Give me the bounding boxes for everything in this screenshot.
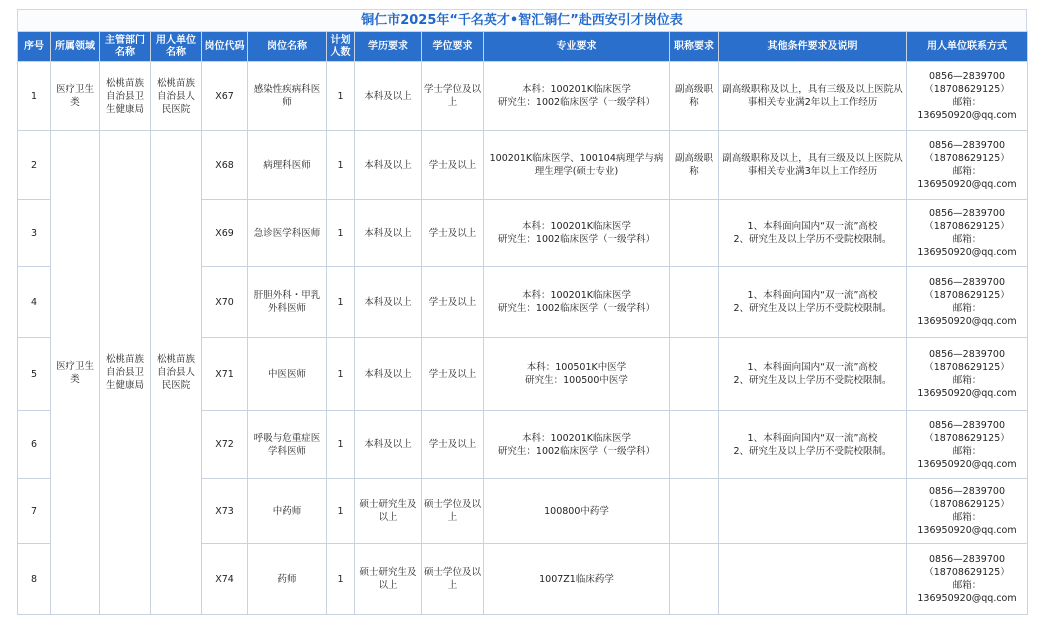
major-cell: 本科：100201K临床医学 研究生：1002临床医学（一级学科） [484,411,670,479]
title-req-cell [670,338,719,411]
note-cell: 副高级职称及以上，具有三级及以上医院从事相关专业满2年以上工作经历 [719,62,907,131]
post-name-cell: 呼吸与危重症医学科医师 [248,411,327,479]
post-code-cell: X73 [202,479,248,544]
post-code-cell: X71 [202,338,248,411]
title-req-cell [670,200,719,267]
contact-cell: 0856—2839700 （18708629125） 邮箱： 136950920@qq.com [907,544,1028,615]
note-cell: 1、本科面向国内“双一流”高校 2、研究生及以上学历不受院校限制。 [719,411,907,479]
table-row [18,131,1028,200]
unit-cell: 松桃苗族自治县人民医院 [151,131,202,615]
title-req-cell: 副高级职称 [670,131,719,200]
major-cell: 100800中药学 [484,479,670,544]
contact-cell: 0856—2839700 （18708629125） 邮箱： 136950920@qq.com [907,131,1028,200]
dept-cell: 松桃苗族自治县卫生健康局 [100,131,151,615]
plan-count-cell: 1 [327,479,355,544]
major-cell: 本科：100201K临床医学 研究生：1002临床医学（一级学科） [484,62,670,131]
field-cell: 医疗卫生类 [51,62,100,131]
plan-count-cell: 1 [327,131,355,200]
degree-cell: 学士学位及以上 [422,62,484,131]
education-cell: 本科及以上 [355,267,422,338]
degree-cell: 学士及以上 [422,338,484,411]
degree-cell: 学士及以上 [422,131,484,200]
post-code-cell: X68 [202,131,248,200]
row-number: 1 [18,62,51,131]
post-code-cell: X74 [202,544,248,615]
degree-cell: 硕士学位及以上 [422,544,484,615]
post-code-cell: X70 [202,267,248,338]
post-name-cell: 感染性疾病科医师 [248,62,327,131]
plan-count-cell: 1 [327,267,355,338]
degree-cell: 学士及以上 [422,200,484,267]
row-number: 8 [18,544,51,615]
contact-cell: 0856—2839700 （18708629125） 邮箱： 136950920@qq.com [907,267,1028,338]
post-name-cell: 病理科医师 [248,131,327,200]
degree-cell: 学士及以上 [422,267,484,338]
major-cell: 本科：100201K临床医学 研究生：1002临床医学（一级学科） [484,267,670,338]
education-cell: 本科及以上 [355,62,422,131]
table-row [18,62,1028,131]
note-cell: 1、本科面向国内“双一流”高校 2、研究生及以上学历不受院校限制。 [719,200,907,267]
note-cell: 1、本科面向国内“双一流”高校 2、研究生及以上学历不受院校限制。 [719,267,907,338]
row-number: 4 [18,267,51,338]
header-cell: 计划人数 [327,32,355,62]
education-cell: 硕士研究生及以上 [355,544,422,615]
row-number: 3 [18,200,51,267]
degree-cell: 硕士学位及以上 [422,479,484,544]
degree-cell: 学士及以上 [422,411,484,479]
plan-count-cell: 1 [327,338,355,411]
title-req-cell [670,411,719,479]
education-cell: 本科及以上 [355,338,422,411]
contact-cell: 0856—2839700 （18708629125） 邮箱： 136950920@qq.com [907,62,1028,131]
header-cell: 序号 [18,32,51,62]
post-code-cell: X69 [202,200,248,267]
row-number: 2 [18,131,51,200]
header-cell: 学位要求 [422,32,484,62]
post-name-cell: 中医医师 [248,338,327,411]
post-name-cell: 中药师 [248,479,327,544]
post-code-cell: X72 [202,411,248,479]
major-cell: 本科：100201K临床医学 研究生：1002临床医学（一级学科） [484,200,670,267]
unit-cell: 松桃苗族自治县人民医院 [151,62,202,131]
header-cell: 主管部门名称 [100,32,151,62]
note-cell: 1、本科面向国内“双一流”高校 2、研究生及以上学历不受院校限制。 [719,338,907,411]
post-code-cell: X67 [202,62,248,131]
major-cell: 100201K临床医学、100104病理学与病理生理学(硕士专业) [484,131,670,200]
post-name-cell: 急诊医学科医师 [248,200,327,267]
header-cell: 岗位名称 [248,32,327,62]
contact-cell: 0856—2839700 （18708629125） 邮箱： 136950920@qq.com [907,411,1028,479]
header-cell: 专业要求 [484,32,670,62]
post-name-cell: 药师 [248,544,327,615]
education-cell: 硕士研究生及以上 [355,479,422,544]
post-name-cell: 肝胆外科・甲乳外科医师 [248,267,327,338]
table-title: 铜仁市2025年“千名英才•智汇铜仁”赴西安引才岗位表 [17,9,1027,31]
education-cell: 本科及以上 [355,411,422,479]
contact-cell: 0856—2839700 （18708629125） 邮箱： 136950920@qq.com [907,479,1028,544]
note-cell [719,544,907,615]
plan-count-cell: 1 [327,544,355,615]
header-cell: 用人单位名称 [151,32,202,62]
title-req-cell: 副高级职称 [670,62,719,131]
header-cell: 其他条件要求及说明 [719,32,907,62]
row-number: 6 [18,411,51,479]
header-cell: 职称要求 [670,32,719,62]
title-req-cell [670,479,719,544]
major-cell: 本科：100501K中医学 研究生：100500中医学 [484,338,670,411]
contact-cell: 0856—2839700 （18708629125） 邮箱： 136950920@qq.com [907,338,1028,411]
row-number: 7 [18,479,51,544]
header-cell: 岗位代码 [202,32,248,62]
dept-cell: 松桃苗族自治县卫生健康局 [100,62,151,131]
header-cell: 所属领域 [51,32,100,62]
job-table [17,31,1028,615]
major-cell: 1007Z1临床药学 [484,544,670,615]
plan-count-cell: 1 [327,200,355,267]
education-cell: 本科及以上 [355,200,422,267]
header-row [18,32,1028,62]
note-cell: 副高级职称及以上，具有三级及以上医院从事相关专业满3年以上工作经历 [719,131,907,200]
contact-cell: 0856—2839700 （18708629125） 邮箱： 136950920@qq.com [907,200,1028,267]
header-cell: 学历要求 [355,32,422,62]
title-req-cell [670,267,719,338]
note-cell [719,479,907,544]
plan-count-cell: 1 [327,411,355,479]
plan-count-cell: 1 [327,62,355,131]
title-req-cell [670,544,719,615]
field-cell: 医疗卫生类 [51,131,100,615]
row-number: 5 [18,338,51,411]
header-cell: 用人单位联系方式 [907,32,1028,62]
job-table-container [17,9,1027,615]
education-cell: 本科及以上 [355,131,422,200]
